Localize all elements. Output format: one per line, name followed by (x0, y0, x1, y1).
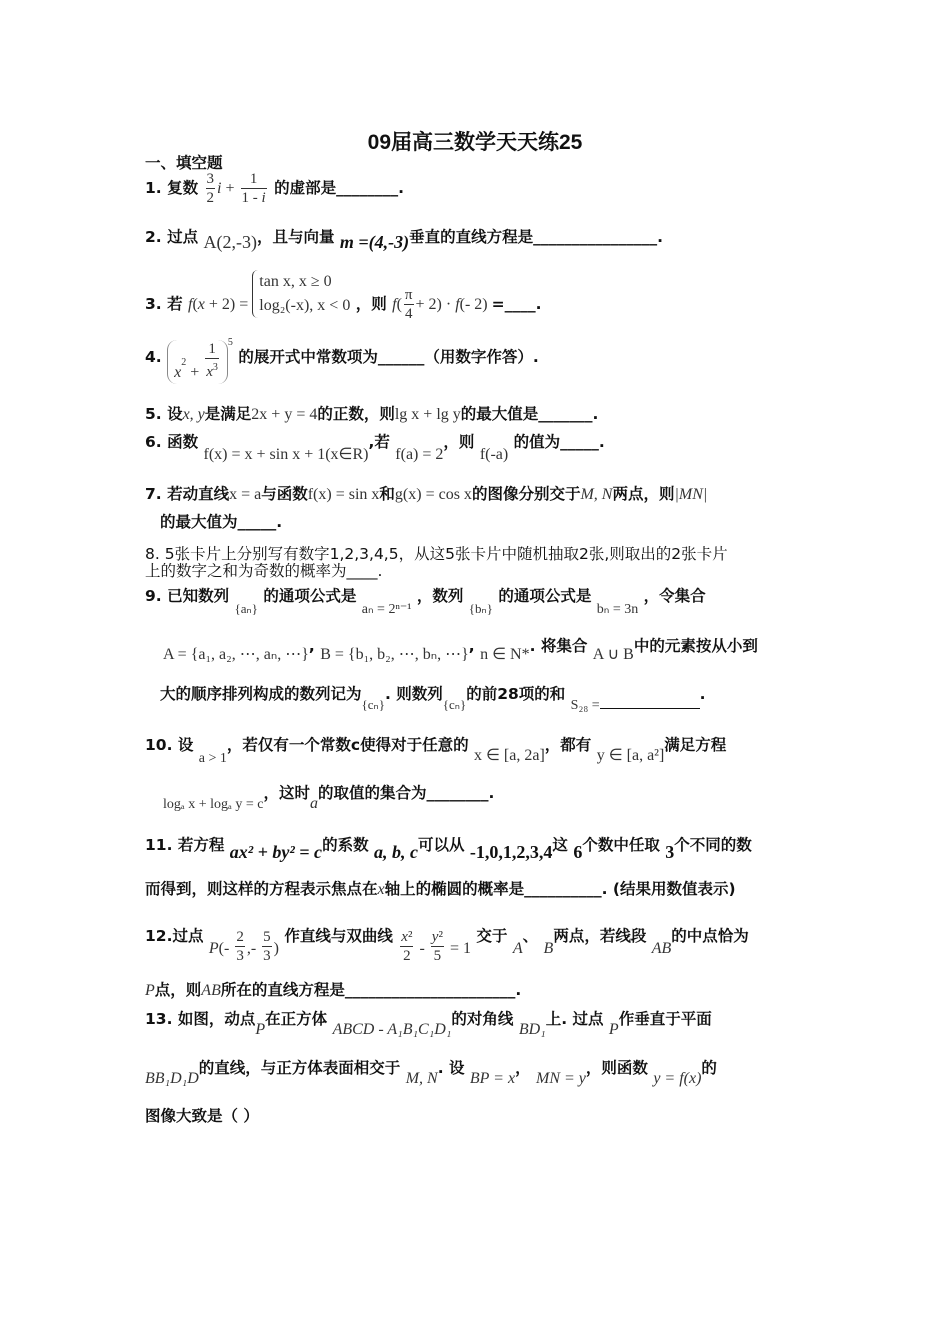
question-13-line-3: 图像大致是（ ） (145, 1107, 259, 1125)
question-12-line-1: 12.过点 P(- $\frac{2}{3}$ ,- $\frac{5}{3}$ ) 作直线与双曲线 $\frac{\text{x²}}{2}$ - $\frac{\text{y²}}{5}$ = 1 交于 A、 B两点，若线段 AB的中点恰为 (145, 927, 749, 964)
question-13-line-1: 13. 如图，动点P在正方体 ABCD - A₁B₁C₁D₁的对角线 BD₁上. 过点 P作垂直于平面 (145, 1010, 712, 1038)
q2-vector: m =(4,-3) (339, 232, 410, 252)
question-8-line-2: 上的数字之和为奇数的概率为____. (145, 562, 383, 580)
question-7-line-2: 的最大值为_____. (160, 513, 283, 531)
q1-number: 1. (145, 179, 162, 197)
question-9-line-2: A = {a₁, a₂, ⋯, aₙ, ⋯}, B = {b₁, b₂, ⋯, bₙ, ⋯}, n ∈ N*. 将集合 A ∪ B中的元素按从小到 (163, 637, 758, 663)
q1-frac-3-2: $\frac{3}{2}$ (206, 171, 215, 206)
question-3: 3. 若 f(x + 2) = tan x, x ≥ 0 log₂(-x), x < 0 ，则 f( $\frac{\pi}{4}$ + 2) · f(- 2) =____. (145, 270, 542, 318)
question-13-line-2: BB₁D₁D的直线，与正方体表面相交于 M, N. 设 BP = x， MN = y，则函数 y = f(x)的 (145, 1059, 717, 1087)
question-9-line-3: 大的顺序排列构成的数列记为$_{\{c_n\}}$. 则数列$_{\{c_n\}}$的前28项的和 S₂₈ =. (160, 685, 706, 713)
q3-piecewise: tan x, x ≥ 0 log₂(-x), x < 0 (252, 270, 350, 318)
question-1: 1. 复数 $\frac{3}{2}$ i + $\frac{1}{1 - i}$ 的虚部是________. (145, 171, 404, 206)
question-11-line-1: 11. 若方程 ax² + by² = c的系数 a, b, c可以从 -1,0,1,2,3,4这 6个数中任取 3个不同的数 (145, 836, 752, 862)
q4-expression: $x^2$ + $\frac{1}{x^3}$ (167, 340, 228, 384)
question-4: 4. $x^2$ + $\frac{1}{x^3}$ $^5$ 的展开式中常数项为______（用数字作答）. (145, 340, 539, 384)
page-title: 09届高三数学天天练25 (367, 131, 583, 154)
question-10-line-1: 10. 设 a > 1，若仅有一个常数c使得对于任意的 x ∈ [a, 2a]，都有 y ∈ [a, a²]满足方程 (145, 736, 727, 766)
question-11-line-2: 而得到，则这样的方程表示焦点在x轴上的椭圆的概率是__________. (结果用数值表示) (145, 880, 736, 898)
question-8-line-1: 8. 5张卡片上分别写有数字1,2,3,4,5，从这5张卡片中随机抽取2张,则取出的2张卡片 (145, 545, 728, 563)
question-6: 6. 函数 f(x) = x + sin x + 1(x∈R),若 f(a) = 2，则 f(-a) 的值为_____. (145, 433, 605, 463)
q1-post: 的虚部是________. (274, 179, 404, 197)
question-9-line-1: 9. 已知数列 $_{\{a_n\}}$ 的通项公式是 aₙ = 2ⁿ⁻¹ ，数列 $_{\{b_n\}}$ 的通项公式是 bₙ = 3n ，令集合 (145, 587, 706, 617)
q1-frac-1-over: $\frac{1}{1 - i}$ (241, 171, 266, 206)
question-12-line-2: P点，则AB所在的直线方程是______________________. (145, 981, 522, 999)
q2-point: A(2,-3) (203, 232, 257, 252)
question-10-line-2: logₐ x + logₐ y = c，这时a的取值的集合为________. (163, 784, 495, 812)
section-heading: 一、填空题 (145, 154, 223, 172)
question-7: 7. 若动直线x = a与函数f(x) = sin x和g(x) = cos x的图像分别交于M, N两点，则|MN| (145, 485, 708, 503)
q1-pre: 复数 (167, 179, 199, 197)
question-5: 5. 设x, y是满足2x + y = 4的正数，则lg x + lg y的最大值是_______. (145, 405, 599, 423)
question-2: 2. 过点 A(2,-3)，且与向量 m =(4,-3)垂直的直线方程是________________. (145, 228, 664, 252)
